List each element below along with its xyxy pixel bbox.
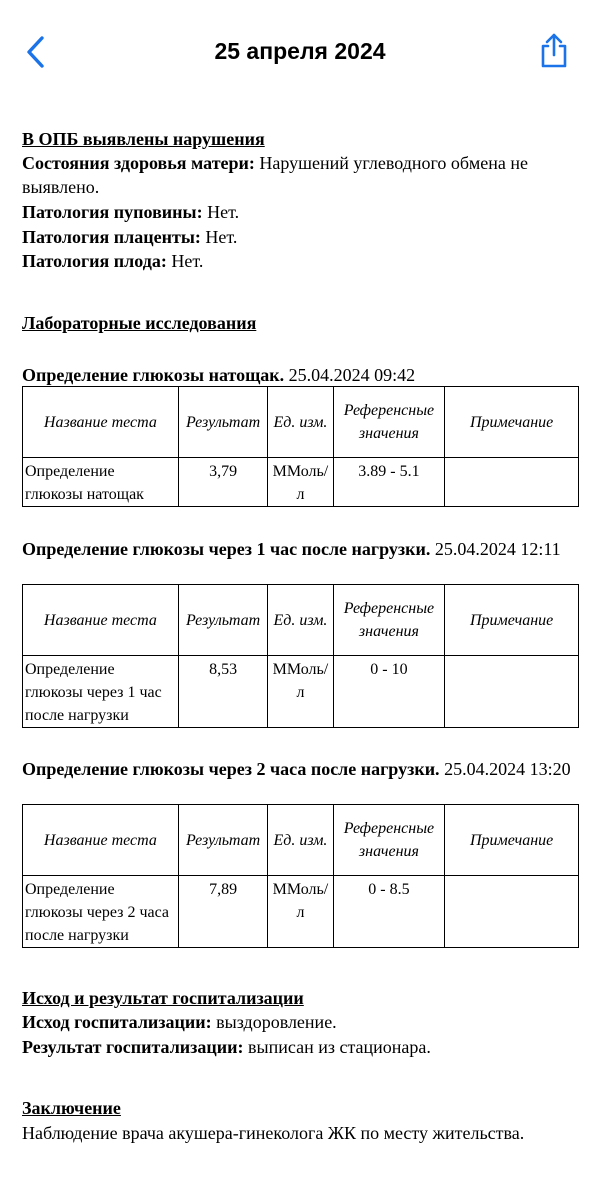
cord-pathology-line: Патология пуповины: Нет. bbox=[22, 202, 240, 222]
cell-unit: ММоль/л bbox=[268, 876, 333, 948]
outcome-heading: Исход и результат госпитализации bbox=[22, 988, 304, 1008]
cell-ref: 3.89 - 5.1 bbox=[333, 458, 445, 507]
test-1-title: Определение глюкозы натощак. 25.04.2024 09:42 bbox=[22, 365, 416, 385]
cell-note bbox=[445, 656, 579, 728]
header-unit: Ед. изм. bbox=[268, 585, 333, 656]
cell-note bbox=[445, 458, 579, 507]
header-unit: Ед. изм. bbox=[268, 387, 333, 458]
test-2-title: Определение глюкозы через 1 час после нагрузки. 25.04.2024 12:11 bbox=[22, 539, 561, 559]
cell-ref: 0 - 8.5 bbox=[333, 876, 445, 948]
table-header-row bbox=[23, 805, 579, 876]
header-ref: Референсные значения bbox=[333, 805, 445, 876]
test-1-table bbox=[22, 386, 579, 507]
cell-result: 7,89 bbox=[178, 876, 267, 948]
conclusion-heading: Заключение bbox=[22, 1098, 121, 1118]
placenta-pathology-line: Патология плаценты: Нет. bbox=[22, 227, 238, 247]
cell-result: 3,79 bbox=[178, 458, 267, 507]
header-name: Название теста bbox=[23, 805, 179, 876]
header-note: Примечание bbox=[445, 805, 579, 876]
cell-ref: 0 - 10 bbox=[333, 656, 445, 728]
header-ref: Референсные значения bbox=[333, 585, 445, 656]
test-3-table bbox=[22, 804, 579, 948]
cell-unit: ММоль/л bbox=[268, 656, 333, 728]
outcome-line: Исход госпитализации: выздоровление. bbox=[22, 1012, 337, 1032]
header-unit: Ед. изм. bbox=[268, 805, 333, 876]
cell-name: Определение глюкозы через 2 часа после нагрузки bbox=[23, 876, 179, 948]
conclusion-text: Наблюдение врача акушера-гинеколога ЖК по месту жительства. bbox=[22, 1123, 525, 1143]
mother-health-line: Состояния здоровья матери: Нарушений углеводного обмена не выявлено. bbox=[22, 153, 529, 197]
header-name: Название теста bbox=[23, 585, 179, 656]
cell-unit: ММоль/л bbox=[268, 458, 333, 507]
table-header-row bbox=[23, 585, 579, 656]
page-title: 25 апреля 2024 bbox=[214, 38, 386, 64]
header-ref: Референсные значения bbox=[333, 387, 445, 458]
header-note: Примечание bbox=[445, 387, 579, 458]
cell-name: Определение глюкозы натощак bbox=[23, 458, 179, 507]
navigation-bar bbox=[0, 0, 600, 88]
header-note: Примечание bbox=[445, 585, 579, 656]
header-result: Результат bbox=[178, 585, 267, 656]
fetus-pathology-line: Патология плода: Нет. bbox=[22, 251, 204, 271]
share-icon[interactable] bbox=[538, 32, 570, 70]
table-header-row bbox=[23, 387, 579, 458]
header-name: Название теста bbox=[23, 387, 179, 458]
cell-name: Определение глюкозы через 1 час после нагрузки bbox=[23, 656, 179, 728]
table-row bbox=[23, 656, 579, 728]
table-row bbox=[23, 458, 579, 507]
lab-heading: Лабораторные исследования bbox=[22, 313, 257, 333]
table-row bbox=[23, 876, 579, 948]
header-result: Результат bbox=[178, 387, 267, 458]
opb-heading: В ОПБ выявлены нарушения bbox=[22, 129, 265, 149]
test-2-table bbox=[22, 584, 579, 728]
cell-note bbox=[445, 876, 579, 948]
result-line: Результат госпитализации: выписан из стационара. bbox=[22, 1037, 431, 1057]
header-result: Результат bbox=[178, 805, 267, 876]
cell-result: 8,53 bbox=[178, 656, 267, 728]
test-3-title: Определение глюкозы через 2 часа после нагрузки. 25.04.2024 13:20 bbox=[22, 759, 571, 779]
